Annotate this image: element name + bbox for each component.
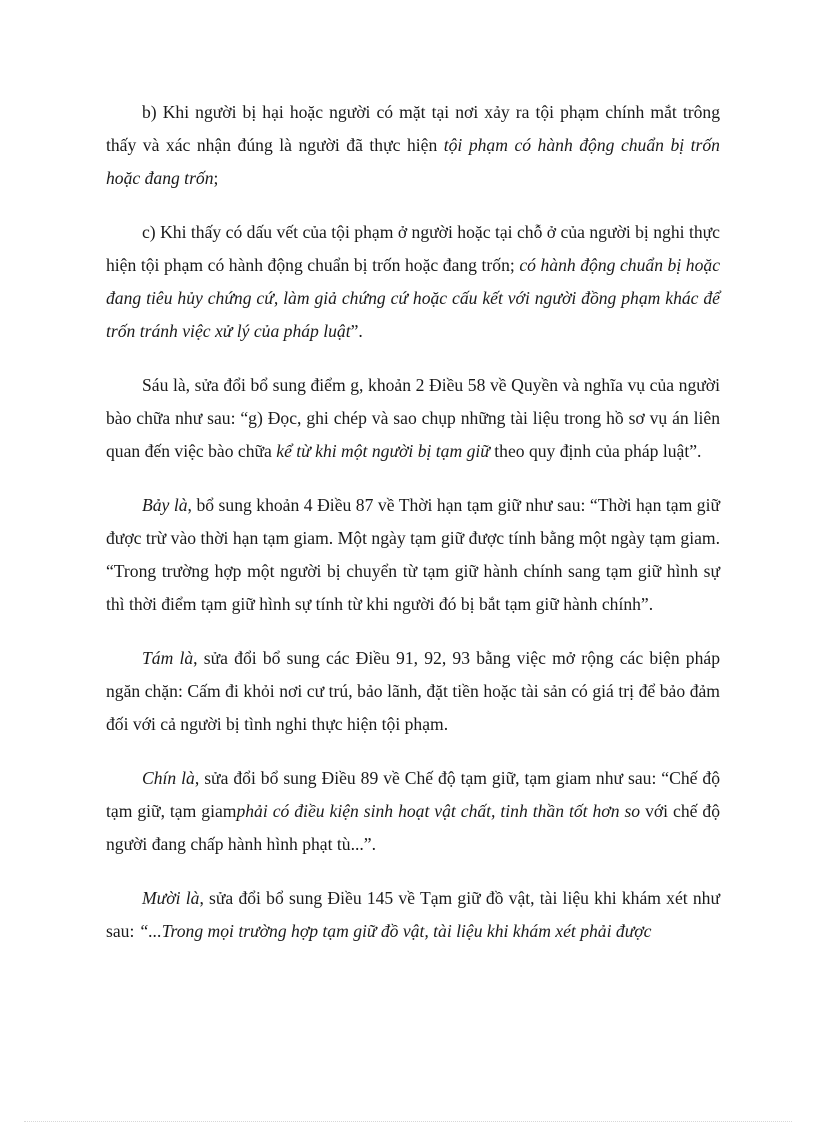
text-run: , sửa đổi bổ sung Điều 89 về Chế độ tạm giữ, tạm giam như sau: “Chế độ tạm giữ, tạm giam: [106, 768, 720, 821]
text-run-italic: Bảy là: [142, 495, 188, 515]
text-run: , sửa đổi bổ sung các Điều 91, 92, 93 bằng việc mở rộng các biện pháp ngăn chặn: Cấm đi khỏi nơi cư trú, bảo lãnh, đặt tiền hoặc tài sản có giá trị để bảo đảm đối với cả người bị tình nghi thực hiện tội phạm.: [106, 648, 721, 734]
text-run-italic: phải có điều kiện sinh hoạt vật chất, tinh thần tốt hơn so: [236, 801, 641, 821]
page-bottom-divider: [24, 1121, 792, 1122]
paragraph-bay-la: [106, 489, 720, 621]
paragraph-chin-la: [106, 762, 720, 861]
text-run: ”.: [350, 321, 363, 341]
text-run: ;: [213, 168, 219, 188]
text-run: c) Khi thấy có dấu vết của tội phạm ở người hoặc tại chỗ ở của người bị nghi thực hiện tội phạm có hành động chuẩn bị trốn hoặc đang trốn;: [106, 222, 720, 275]
paragraph-muoi-la: [106, 882, 720, 948]
text-run-italic: tội phạm có hành động chuẩn bị trốn hoặc đang trốn: [106, 135, 720, 188]
text-run: b) Khi người bị hại hoặc người có mặt tại nơi xảy ra tội phạm chính mắt trông thấy và xác nhận đúng là người đã thực hiện: [106, 102, 720, 155]
paragraph-tam-la: [106, 642, 720, 741]
text-run-italic: có hành động chuẩn bị hoặc đang tiêu hủy chứng cứ, làm giả chứng cứ hoặc cấu kết với người đồng phạm khác để trốn tránh việc xử lý của pháp luật: [106, 255, 721, 341]
text-run-italic: Chín là: [142, 768, 195, 788]
paragraph-c: [106, 216, 720, 348]
text-run-italic: Tám là: [142, 648, 194, 668]
paragraph-b: [106, 96, 720, 195]
text-run: theo quy định của pháp luật”.: [489, 441, 702, 461]
text-run-italic: “...Trong mọi trường hợp tạm giữ đồ vật, tài liệu khi khám xét phải được: [138, 921, 652, 941]
text-run: với chế độ người đang chấp hành hình phạt tù...”.: [106, 801, 720, 854]
text-run: , bổ sung khoản 4 Điều 87 về Thời hạn tạm giữ như sau: “Thời hạn tạm giữ được trừ vào thời hạn tạm giam. Một ngày tạm giữ được tính bằng một ngày tạm giam. “Trong trường hợp một người bị chuyển từ tạm giữ hành chính sang tạm giữ hình sự thì thời điểm tạm giữ hình sự tính từ khi người đó bị bắt tạm giữ hành chính”.: [106, 495, 721, 614]
text-run: , sửa đổi bổ sung Điều 145 về Tạm giữ đồ vật, tài liệu khi khám xét như sau:: [106, 888, 720, 941]
text-run-italic: kể từ khi một người bị tạm giữ: [276, 441, 490, 461]
document-page: [106, 96, 720, 948]
paragraph-sau-la: [106, 369, 720, 468]
text-run: Sáu là, sửa đổi bổ sung điểm g, khoản 2 Điều 58 về Quyền và nghĩa vụ của người bào chữa như sau: “g) Đọc, ghi chép và sao chụp những tài liệu trong hồ sơ vụ án liên quan đến việc bào chữa: [106, 375, 720, 461]
text-run-italic: Mười là: [142, 888, 200, 908]
